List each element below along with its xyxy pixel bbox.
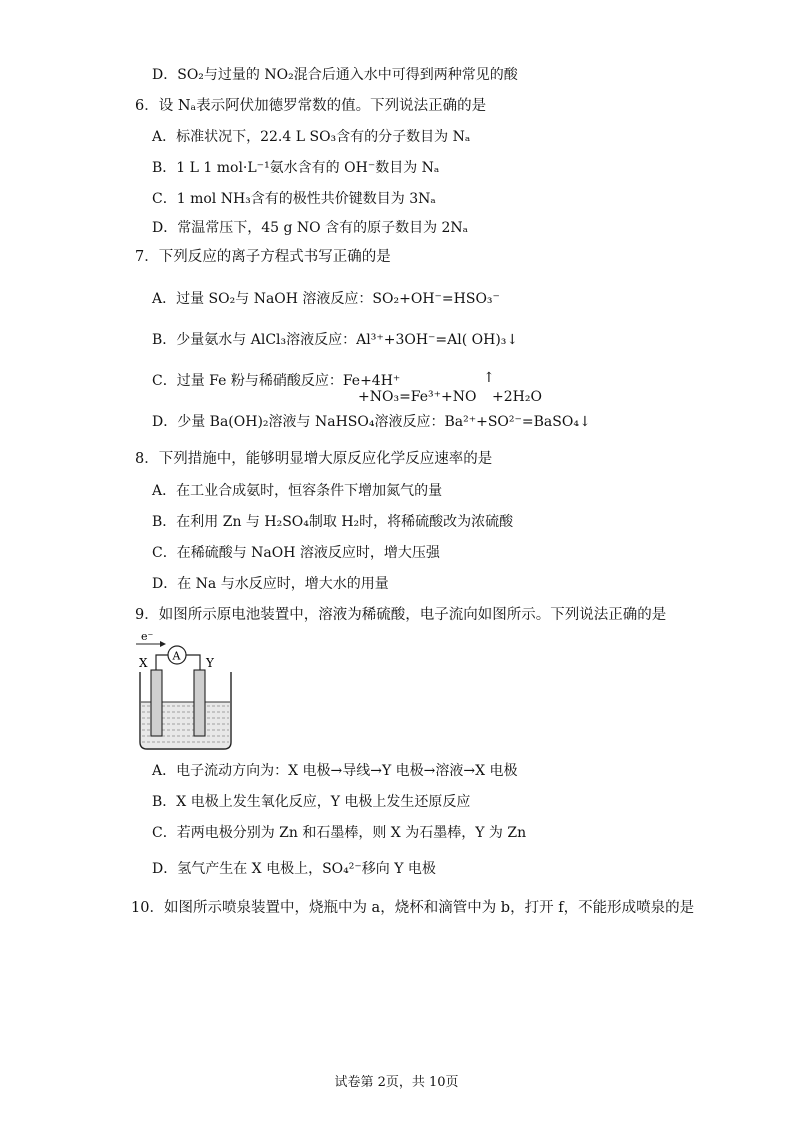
electrode-y-label: Y [206,656,214,670]
electrode-x [151,670,162,736]
question-9: 9．如图所示原电池装置中，溶液为稀硫酸，电子流向如图所示。下列说法正确的是 [135,607,667,623]
q8-option-c: C．在稀硫酸与 NaOH 溶液反应时，增大压强 [152,545,440,561]
q8-option-d: D．在 Na 与水反应时，增大水的用量 [152,576,389,592]
wire-right [186,655,200,670]
q8-option-a: A．在工业合成氨时，恒容条件下增加氮气的量 [152,483,443,499]
q8-option-b: B．在利用 Zn 与 H₂SO₄制取 H₂时，将稀硫酸改为浓硫酸 [152,514,514,530]
question-8: 8．下列措施中，能够明显增大原反应化学反应速率的是 [135,451,493,467]
q9-option-d: D．氢气产生在 X 电极上，SO₄²⁻移向 Y 电极 [152,861,436,877]
question-7: 7．下列反应的离子方程式书写正确的是 [135,249,391,265]
q9-option-c: C．若两电极分别为 Zn 和石墨棒，则 X 为石墨棒，Y 为 Zn [152,825,527,841]
q7-option-c-arrow: ↑ [483,370,495,386]
ammeter-label: A [172,649,181,663]
q9-option-a: A．电子流动方向为：X 电极→导线→Y 电极→溶液→X 电极 [152,763,518,779]
q6-option-b: B．1 L 1 mol·L⁻¹氨水含有的 OH⁻数目为 Nₐ [152,160,440,176]
q6-option-d: D．常温常压下，45 g NO 含有的原子数目为 2Nₐ [152,220,469,236]
q7-option-d: D．少量 Ba(OH)₂溶液与 NaHSO₄溶液反应：Ba²⁺+SO²⁻=BaSO₄↓ [152,414,591,430]
q7-option-a: A．过量 SO₂与 NaOH 溶液反应：SO₂+OH⁻=HSO₃⁻ [152,291,500,307]
electron-arrowhead [160,641,166,647]
electrode-y [194,670,205,736]
electron-label: e⁻ [141,630,154,643]
q7-option-b: B．少量氨水与 AlCl₃溶液反应：Al³⁺+3OH⁻=Al( OH)₃↓ [152,332,519,348]
q6-option-c: C．1 mol NH₃含有的极性共价键数目为 3Nₐ [152,191,436,207]
galvanic-cell-diagram [130,628,240,756]
q6-option-a: A．标准状况下，22.4 L SO₃含有的分子数目为 Nₐ [152,129,471,145]
q7-option-c-part2: +NO₃=Fe³⁺+NO [358,389,477,405]
question-10: 10．如图所示喷泉装置中，烧瓶中为 a，烧杯和滴管中为 b，打开 f，不能形成喷泉的是 [131,900,695,916]
page-footer: 试卷第 2页，共 10页 [334,1075,459,1090]
question-6: 6．设 Nₐ表示阿伏加德罗常数的值。下列说法正确的是 [135,98,487,114]
q7-option-c-part3: +2H₂O [492,389,542,405]
wire [156,655,168,670]
electrode-x-label: X [139,656,148,670]
q5-option-d: D．SO₂与过量的 NO₂混合后通入水中可得到两种常见的酸 [152,67,518,83]
q7-option-c: C．过量 Fe 粉与稀硝酸反应：Fe+4H⁺ [152,373,401,389]
q9-option-b: B．X 电极上发生氧化反应，Y 电极上发生还原反应 [152,794,471,810]
